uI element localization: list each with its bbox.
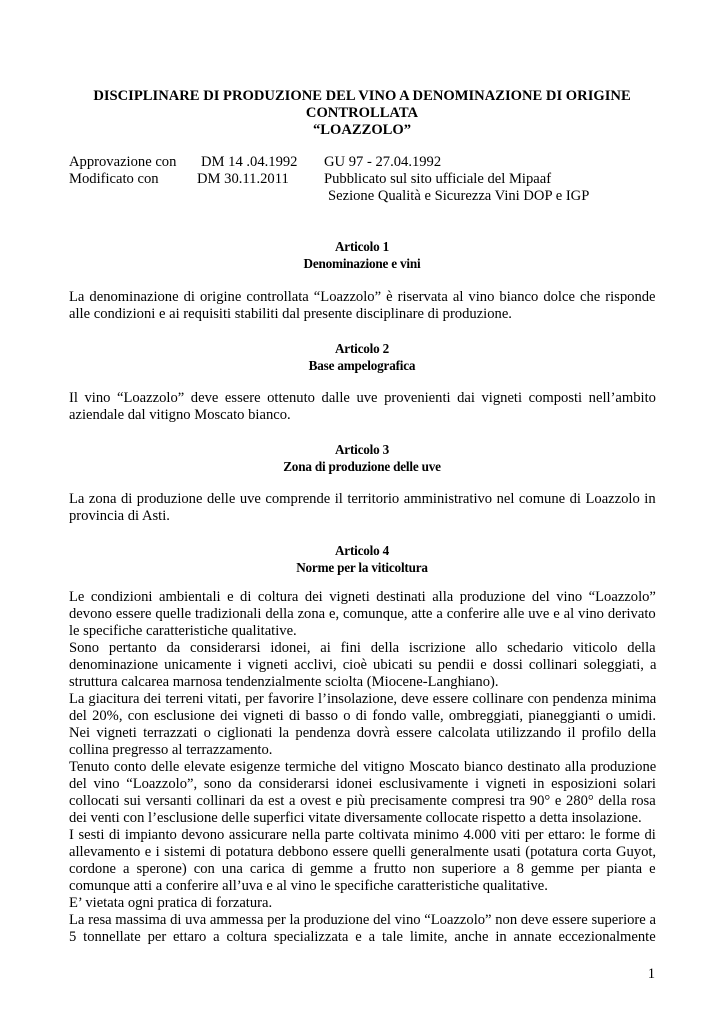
article-2-text: [69, 390, 656, 424]
text-line: Il vino “Loazzolo” deve essere ottenuto dalle uve provenienti dai vigneti composti nell’ambito: [69, 390, 656, 406]
article-4-heading: [68, 542, 656, 576]
text-line: 5 tonnellate per ettaro a coltura specializzata e a tale limite, anche in annate eccezionalmente: [69, 929, 656, 945]
article-1-text: [69, 289, 656, 323]
text-line: collocati sui versanti collinari da est a ovest e più precisamente compresi tra 90° e 280° della rosa: [69, 793, 656, 809]
text-line: E’ vietata ogni pratica di forzatura.: [69, 895, 273, 911]
document-title: [68, 88, 656, 139]
text-line: del vino “Loazzolo”, sono da considerarsi idonei esclusivamente i vigneti in esposizioni solari: [69, 776, 656, 792]
text-line: denominazione unicamente i vigneti acclivi, cioè ubicati su pendii e dossi collinari soleggiati, a: [69, 657, 657, 673]
text-line: Tenuto conto delle elevate esigenze termiche del vitigno Moscato bianco destinato alla produzione: [69, 759, 657, 775]
article-title: Denominazione e vini: [303, 256, 421, 271]
article-1-heading: [68, 238, 656, 272]
article-title: Zona di produzione delle uve: [283, 459, 441, 474]
article-number: Articolo 4: [334, 543, 390, 558]
article-3-heading: [68, 441, 656, 475]
text-line: comunque atti a conferire all’uva e al vino le specifiche caratteristiche qualitative.: [69, 878, 548, 894]
approvazione-label: Approvazione con: [69, 154, 177, 170]
text-line: struttura calcarea marnosa tendenzialmente sciolta (Miocene-Langhiano).: [69, 674, 499, 690]
title-line-1: DISCIPLINARE DI PRODUZIONE DEL VINO A DENOMINAZIONE DI ORIGINE: [93, 88, 631, 104]
article-number: Articolo 1: [334, 239, 390, 254]
article-number: Articolo 2: [334, 341, 390, 356]
sezione-text: Sezione Qualità e Sicurezza Vini DOP e IGP: [328, 188, 590, 204]
article-3-text: [69, 491, 656, 525]
pubblicato-text: Pubblicato sul sito ufficiale del Mipaaf: [324, 171, 552, 187]
text-line: dei venti con l’esclusione delle superfici vitate diversamente collocate rispetto a detta insolazione.: [69, 810, 642, 826]
modificato-dm: DM 30.11.2011: [197, 171, 289, 187]
modificato-label: Modificato con: [69, 171, 159, 187]
approvazione-dm: DM 14 .04.1992: [201, 154, 298, 170]
text-line: le specifiche caratteristiche qualitative.: [69, 623, 297, 639]
title-line-3: “LOAZZOLO”: [312, 122, 412, 138]
approval-metadata: [69, 154, 669, 205]
text-line: allevamento e i sistemi di potatura debbono essere quelli generalmente usati (potatura corta Guyot,: [69, 844, 657, 860]
text-line: La zona di produzione delle uve comprende il territorio amministrativo nel comune di Loazzolo in: [69, 491, 656, 507]
article-number: Articolo 3: [334, 442, 390, 457]
text-line: del 20%, con esclusione dei vigneti di basso o di fondo valle, ombreggiati, pianeggianti o umidi.: [69, 708, 656, 724]
text-line: aziendale dal vitigno Moscato bianco.: [69, 407, 291, 423]
title-line-2: CONTROLLATA: [305, 105, 419, 121]
text-line: La denominazione di origine controllata “Loazzolo” è riservata al vino bianco dolce che risponde: [69, 289, 656, 305]
text-line: La resa massima di uva ammessa per la produzione del vino “Loazzolo” non deve essere superiore a: [69, 912, 656, 928]
text-line: Sono pertanto da considerarsi idonei, ai fini della iscrizione allo schedario viticolo della: [69, 640, 656, 656]
article-title: Base ampelografica: [308, 358, 416, 373]
article-4-text: [69, 589, 656, 946]
text-line: devono essere quelle tradizionali della zona e, comunque, atte a conferire alle uve e al vino derivato: [69, 606, 656, 622]
text-line: I sesti di impianto devono assicurare nella parte coltivata minimo 4.000 viti per ettaro: le forme di: [69, 827, 656, 843]
text-line: collina pregresso al terrazzamento.: [69, 742, 273, 758]
page-number: 1: [647, 966, 655, 982]
text-line: Le condizioni ambientali e di coltura dei vigneti destinati alla produzione del vino “Loazzolo”: [69, 589, 656, 605]
text-line: cordone a sperone) con una carica di gemme a frutto non superiore a 8 gemme per pianta e: [69, 861, 656, 877]
text-line: provincia di Asti.: [69, 508, 170, 524]
article-2-heading: [68, 340, 656, 374]
text-line: La giacitura dei terreni vitati, per favorire l’insolazione, deve essere collinare con pendenza minima: [69, 691, 657, 707]
approvazione-gu: GU 97 - 27.04.1992: [324, 154, 442, 170]
article-title: Norme per la viticoltura: [296, 560, 428, 575]
text-line: alle condizioni e ai requisiti stabiliti dal presente disciplinare di produzione.: [69, 306, 512, 322]
text-line: Nei vigneti terrazzati o ciglionati la pendenza dovrà essere calcolata utilizzando il profilo della: [69, 725, 657, 741]
